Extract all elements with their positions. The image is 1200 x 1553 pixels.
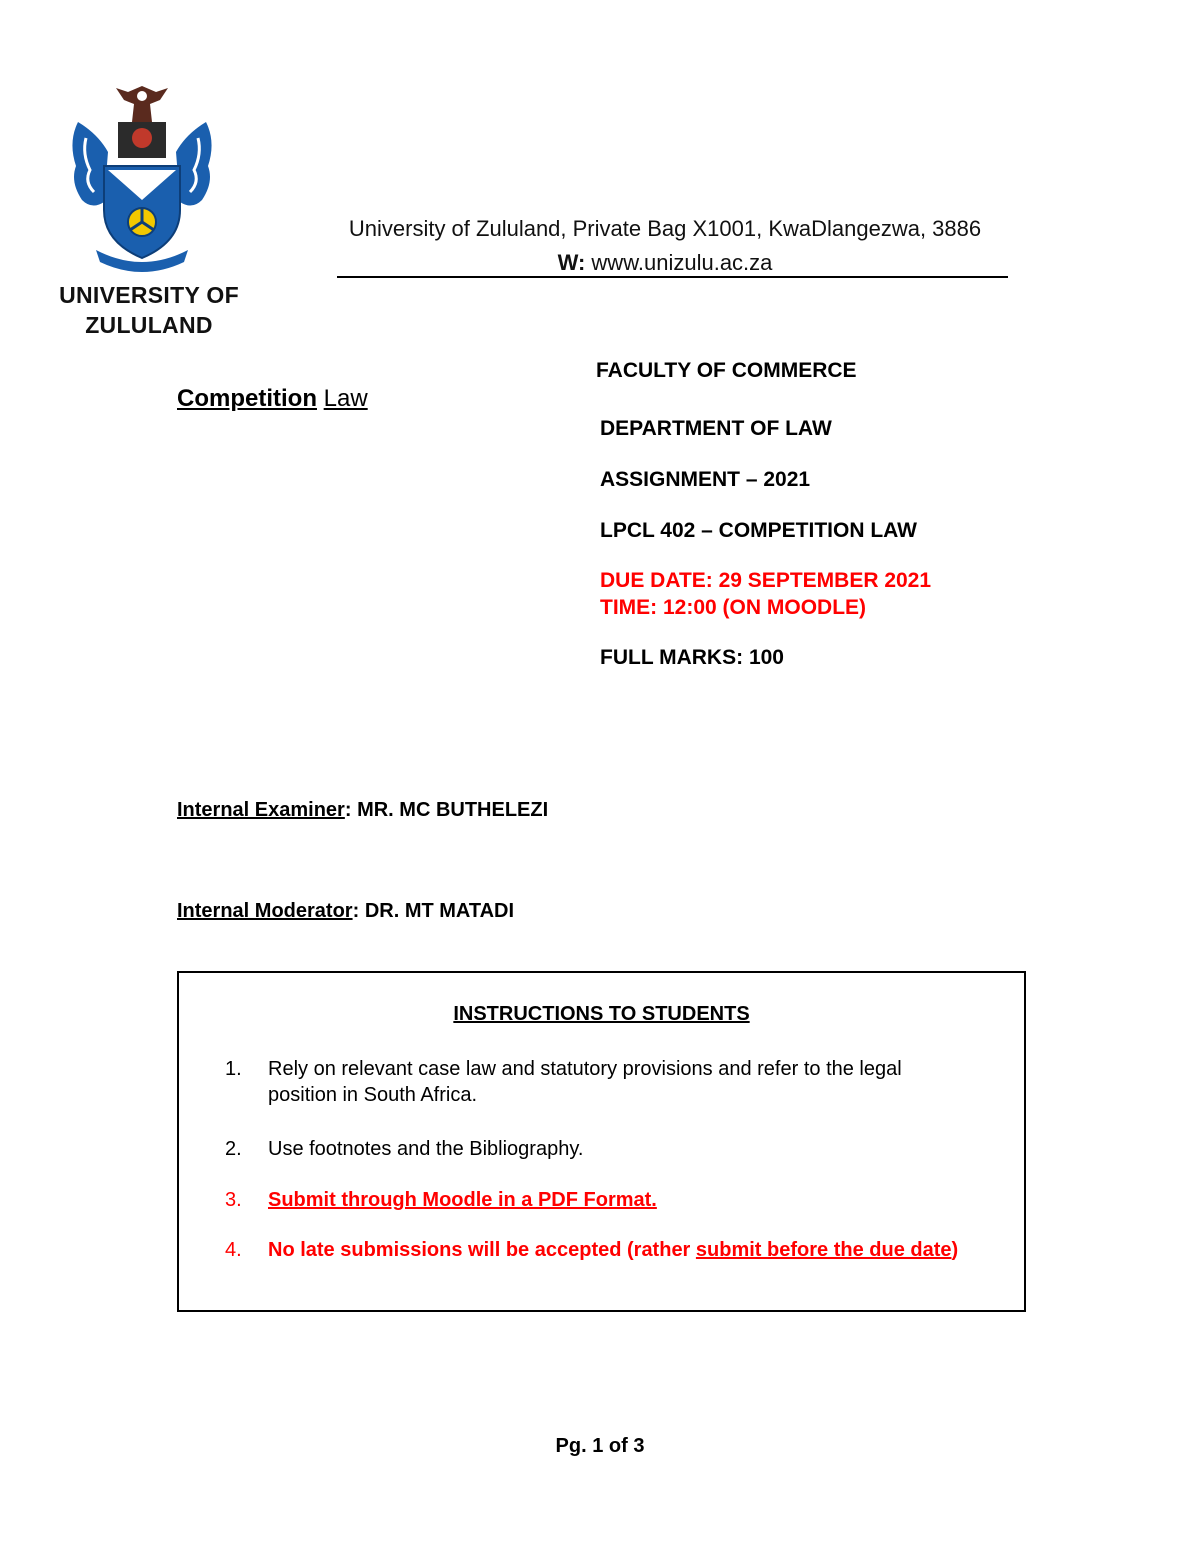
university-name-logo-text	[54, 280, 244, 340]
course-title-part1: Competition	[177, 385, 317, 412]
instruction-number: 3.	[225, 1189, 242, 1211]
internal-examiner: Internal Examiner: MR. MC BUTHELEZI	[177, 799, 549, 821]
department-heading: DEPARTMENT OF LAW	[600, 417, 832, 440]
internal-moderator: Internal Moderator: DR. MT MATADI	[177, 900, 515, 922]
university-address: University of Zululand, Private Bag X1001, KwaDlangezwa, 3886	[348, 216, 982, 241]
course-title-part2: Law	[323, 385, 368, 412]
moderator-label: Internal Moderator	[177, 900, 353, 922]
website-line	[320, 248, 1010, 278]
university-name-line1: UNIVERSITY OF	[59, 282, 239, 308]
due-date: DUE DATE: 29 SEPTEMBER 2021	[600, 569, 932, 592]
moderator-name: DR. MT MATADI	[364, 900, 515, 922]
instructions-title: INSTRUCTIONS TO STUDENTS	[453, 1003, 750, 1025]
instructions-box	[177, 971, 1026, 1312]
full-marks-label: FULL MARKS:	[600, 646, 744, 669]
instruction-number: 2.	[225, 1138, 242, 1160]
instruction-number: 1.	[225, 1058, 242, 1080]
full-marks-value: 100	[748, 646, 784, 669]
instruction-number: 4.	[225, 1239, 242, 1261]
instruction-text: Submit through Moodle in a PDF Format.	[268, 1189, 657, 1211]
faculty-heading: FACULTY OF COMMERCE	[596, 359, 857, 382]
course-title	[177, 384, 368, 414]
university-name-line2: ZULULAND	[85, 312, 213, 338]
module-heading: LPCL 402 – COMPETITION LAW	[600, 519, 917, 542]
full-marks	[600, 645, 784, 671]
website-link[interactable]: www.unizulu.ac.za	[591, 250, 773, 275]
page-number: Pg. 1 of 3	[555, 1435, 645, 1457]
header-divider	[337, 276, 1008, 278]
due-time: TIME: 12:00 (ON MOODLE)	[600, 596, 867, 619]
assignment-heading: ASSIGNMENT – 2021	[600, 468, 811, 491]
university-crest-logo	[68, 82, 216, 274]
examiner-name: MR. MC BUTHELEZI	[357, 799, 549, 821]
website-label: W:	[557, 250, 586, 275]
instruction-text: Rely on relevant case law and statutory provisions and refer to the legal position in South Africa.	[268, 1058, 902, 1106]
instruction-text: Use footnotes and the Bibliography.	[268, 1138, 584, 1160]
instruction-text: No late submissions will be accepted (rather submit before the due date)	[268, 1239, 959, 1261]
examiner-label: Internal Examiner	[177, 799, 345, 821]
